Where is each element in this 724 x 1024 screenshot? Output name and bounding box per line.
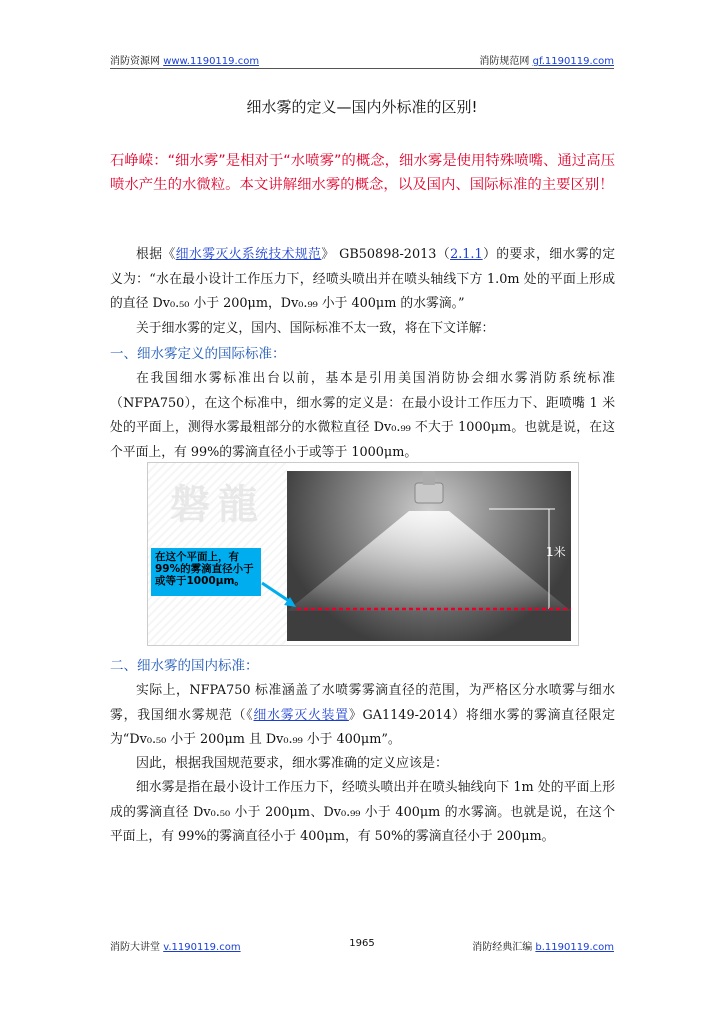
- header-left-link[interactable]: www.1190119.com: [163, 56, 260, 67]
- header-left: [110, 52, 259, 67]
- paragraph-final-definition: 细水雾是指在最小设计工作压力下，经喷头喷出并在喷头轴线向下 1m 处的平面上形成的雾滴直径 Dv₀.₅₀ 小于 200μm、Dv₀.₉₉ 小于 400μm 的水雾滴。也就是说，在这个平面上，有 99%的雾滴直径小于 400μm，有 50%的雾滴直径小于 200μm。: [110, 780, 615, 844]
- heading-international: 一、细水雾定义的国际标准：: [110, 346, 286, 362]
- page-footer: [110, 938, 614, 954]
- page-title: 细水雾的定义—国内外标准的区别!: [246, 98, 478, 116]
- clause-link[interactable]: 2.1.1: [450, 247, 483, 262]
- footer-right: [472, 938, 614, 953]
- nozzle-pipe: [423, 471, 435, 485]
- para4-pre: 实际上，NFPA750 标准涵盖了水喷雾雾滴直径的范围，为严格区分水喷雾与细水雾，我国细水雾规范（《: [110, 683, 615, 723]
- heading-domestic: 二、细水雾的国内标准：: [110, 658, 259, 674]
- para1-pre: 根据《: [136, 247, 176, 262]
- paragraph-conclusion-lead: 因此，根据我国规范要求，细水雾准确的定义应该是：: [136, 756, 449, 771]
- header-right-link[interactable]: gf.1190119.com: [532, 56, 614, 67]
- para4-post: 》GA1149-2014）将细水雾的雾滴直径限定为“Dv₀.₅₀ 小于 200μm 且 Dv₀.₉₉ 小于 400μm”。: [110, 707, 616, 747]
- footer-right-label: 消防经典汇编: [472, 942, 533, 953]
- footer-left-link[interactable]: v.1190119.com: [163, 942, 241, 953]
- nozzle-icon: [415, 483, 443, 503]
- footer-left-label: 消防大讲堂: [110, 942, 160, 953]
- watermark-logo: 磐龍: [170, 482, 266, 528]
- spray-cone: [287, 511, 571, 611]
- page-header: [110, 52, 614, 68]
- paragraph-intro-diff: 关于细水雾的定义，国内、国际标准不太一致，将在下文详解：: [136, 321, 495, 336]
- page-number: 1965: [349, 938, 375, 949]
- para1-post: ）的要求，细水雾的定义为：“水在最小设计工作压力下，经喷头喷出并在喷头轴线下方 1.0m 处的平面上形成的直径 Dv₀.₅₀ 小于 200μm，Dv₀.₉₉ 小于 400μm 的水雾滴。”: [110, 247, 616, 311]
- header-divider: [110, 68, 614, 69]
- meter-label: 1米: [546, 545, 566, 559]
- callout-arrow-icon: [260, 581, 300, 611]
- header-left-label: 消防资源网: [110, 56, 160, 67]
- device-standard-link[interactable]: 细水雾灭火装置: [253, 707, 349, 723]
- standard-link[interactable]: 细水雾灭火系统技术规范: [175, 247, 322, 262]
- paragraph-domestic: [110, 679, 615, 753]
- paragraph-definition: [110, 243, 615, 317]
- header-right: [479, 52, 614, 67]
- paragraph-international: 在我国细水雾标准出台以前，基本是引用美国消防协会细水雾消防系统标准（NFPA750），在这个标准中，细水雾的定义是：在最小设计工作压力下、距喷嘴 1 米处的平面上，测得水雾最粗部分的水微粒直径 Dv₀.₉₉ 不大于 1000μm。也就是说，在这个平面上，有 99%的雾滴直径小于或等于 1000μm。: [110, 371, 615, 460]
- intro-paragraph: 石峥嵘：“细水雾”是相对于“水喷雾”的概念，细水雾是使用特殊喷嘴、通过高压喷水产生的水微粒。本文讲解细水雾的概念，以及国内、国际标准的主要区别！: [110, 153, 615, 193]
- spray-illustration: [287, 471, 571, 641]
- figure-spray: [147, 462, 579, 646]
- header-right-label: 消防规范网: [479, 56, 530, 67]
- callout-box: 在这个平面上，有99%的雾滴直径小于或等于1000μm。: [151, 548, 261, 596]
- footer-right-link[interactable]: b.1190119.com: [535, 942, 614, 953]
- para1-mid: 》 GB50898-2013（: [321, 247, 451, 262]
